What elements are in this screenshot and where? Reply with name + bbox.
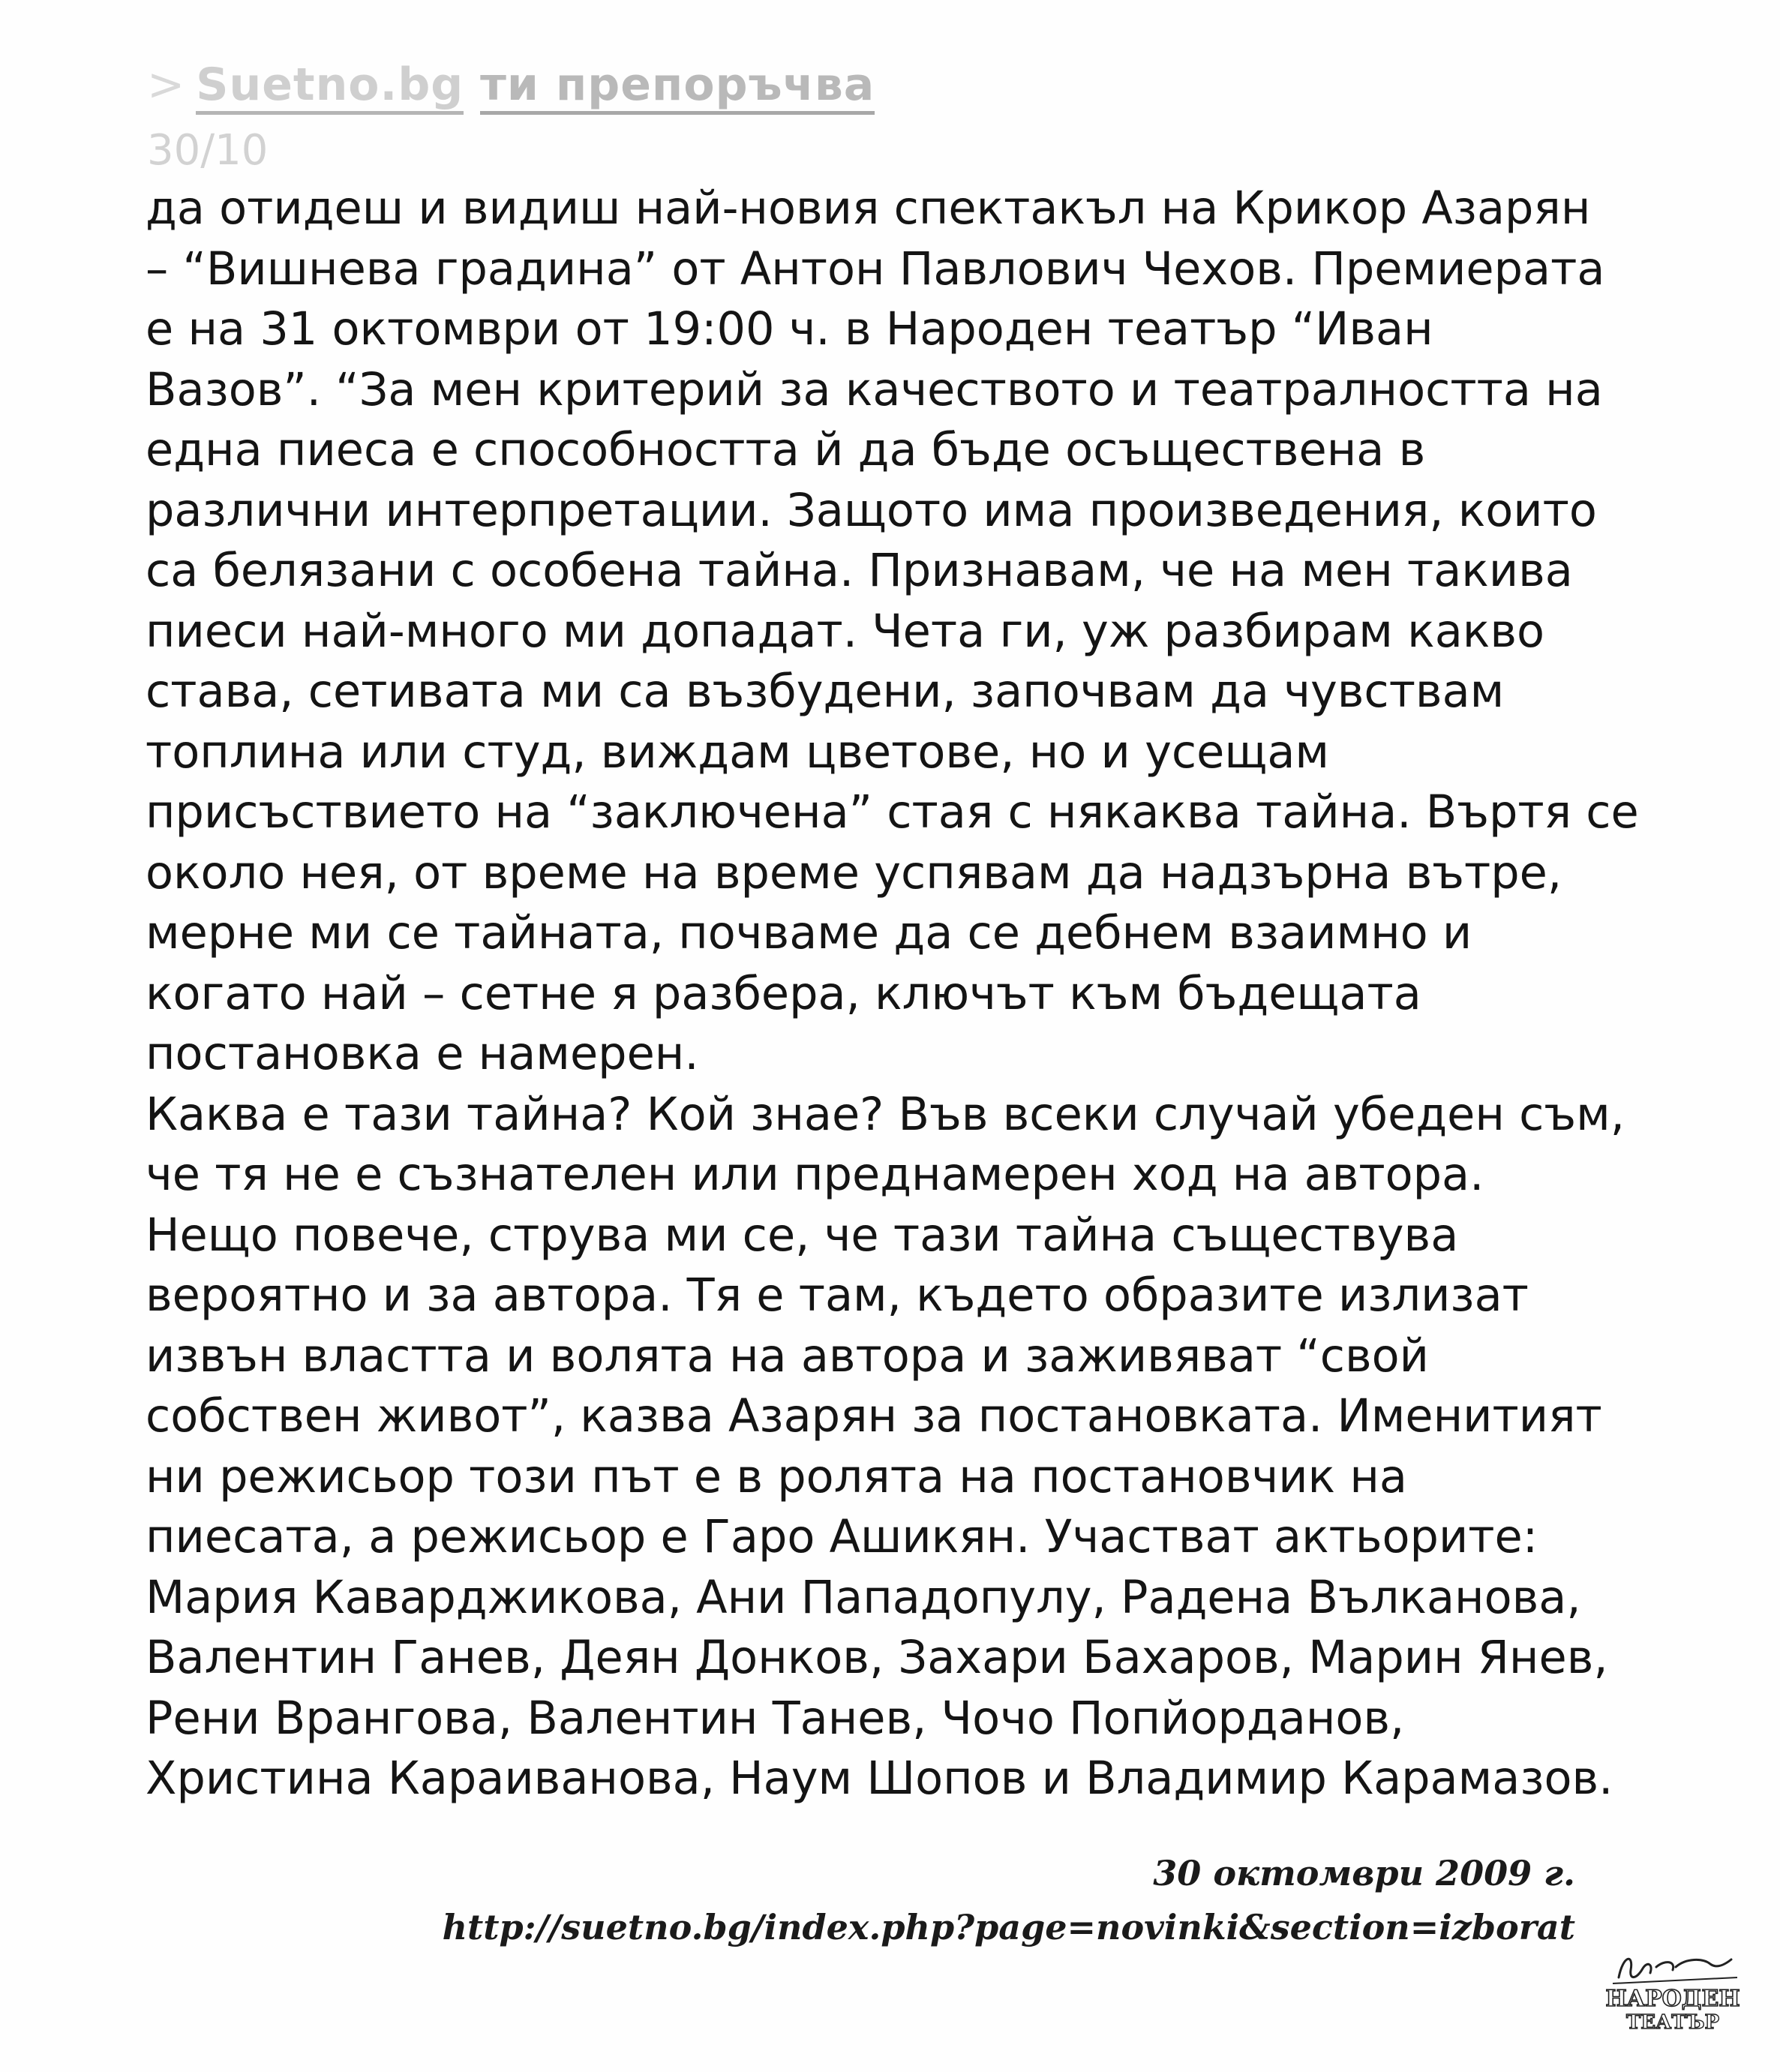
article-line: пиесата, а режисьор е Гаро Ашикян. Участват актьорите:	[146, 1511, 1538, 1563]
article-line: Мария Каварджикова, Ани Пападопулу, Радена Вълканова,	[146, 1571, 1581, 1624]
article-line: вероятно и за автора. Тя е там, където образите излизат	[146, 1269, 1529, 1322]
article-line: е на 31 октомври от 19:00 ч. в Народен театър “Иван	[146, 303, 1433, 356]
footer-date: 30 октомври 2009 г.	[1153, 1853, 1575, 1893]
article-line: Вазов”. “За мен критерий за качеството и театралността на	[146, 363, 1603, 416]
article-line: че тя не е съзнателен или преднамерен ход на автора.	[146, 1149, 1484, 1201]
article-line: Нещо повече, струва ми се, че тази тайна съществува	[146, 1209, 1459, 1262]
article-line: става, сетивата ми са възбудени, започвам да чувствам	[146, 665, 1505, 718]
article-line: са белязани с особена тайна. Признавам, че на мен такива	[146, 545, 1573, 597]
arrow-icon: >	[147, 59, 186, 111]
article-line: една пиеса е способността й да бъде осъществена в	[146, 424, 1426, 476]
logo-line1: НАРОДЕН	[1605, 1986, 1740, 2012]
site-link[interactable]: Suetno.bg	[196, 59, 464, 115]
article-line: топлина или студ, виждам цветове, но и усещам	[146, 725, 1330, 779]
article-line: извън властта и волята на автора и заживяват “свой	[146, 1329, 1429, 1383]
national-theatre-logo	[1598, 1947, 1748, 2037]
recommends-label: ти препоръчва	[480, 59, 875, 115]
article-line: пиеси най-много ми допадат. Чета ги, уж разбирам какво	[146, 605, 1545, 658]
article-line: присъствието на “заключена” стая с някаква тайна. Въртя се	[146, 786, 1639, 839]
article-line: Каква е тази тайна? Кой знае? Във всеки случай убеден съм,	[146, 1088, 1625, 1141]
source-url[interactable]: http://suetno.bg/index.php?page=novinki&section=izborat	[442, 1907, 1575, 1947]
article-line: Христина Караиванова, Наум Шопов и Владимир Карамазов.	[146, 1752, 1613, 1805]
article-line: ни режисьор този път е в ролята на постановчик на	[146, 1450, 1407, 1503]
article-line: когато най – сетне я разбера, ключът към бъдещата	[146, 967, 1421, 1020]
article-body	[146, 179, 1639, 1809]
article-line: различни интерпретации. Защото има произведения, които	[146, 484, 1597, 537]
article-line: да отидеш и видиш най-новия спектакъл на Крикор Азарян	[146, 182, 1591, 235]
theatre-logo-icon	[1598, 1947, 1748, 2037]
logo-line2: ТЕАТЪР	[1625, 2011, 1720, 2034]
article-line: около нея, от време на време успявам да надзърна вътре,	[146, 846, 1562, 899]
article-line: мерне ми се тайната, почваме да се дебнем взаимно и	[146, 907, 1472, 959]
page-header	[147, 59, 875, 111]
article-line: постановка е намерен.	[146, 1028, 699, 1080]
article-line: Валентин Ганев, Деян Донков, Захари Бахаров, Марин Янев,	[146, 1632, 1608, 1684]
article-line: собствен живот”, казва Азарян за постановката. Именитият	[146, 1390, 1602, 1443]
header-date: 30/10	[147, 126, 269, 175]
article-line: – “Вишнева градина” от Антон Павлович Чехов. Премиерата	[146, 242, 1605, 296]
article-line: Рени Врангова, Валентин Танев, Чочо Попйорданов,	[146, 1692, 1405, 1745]
